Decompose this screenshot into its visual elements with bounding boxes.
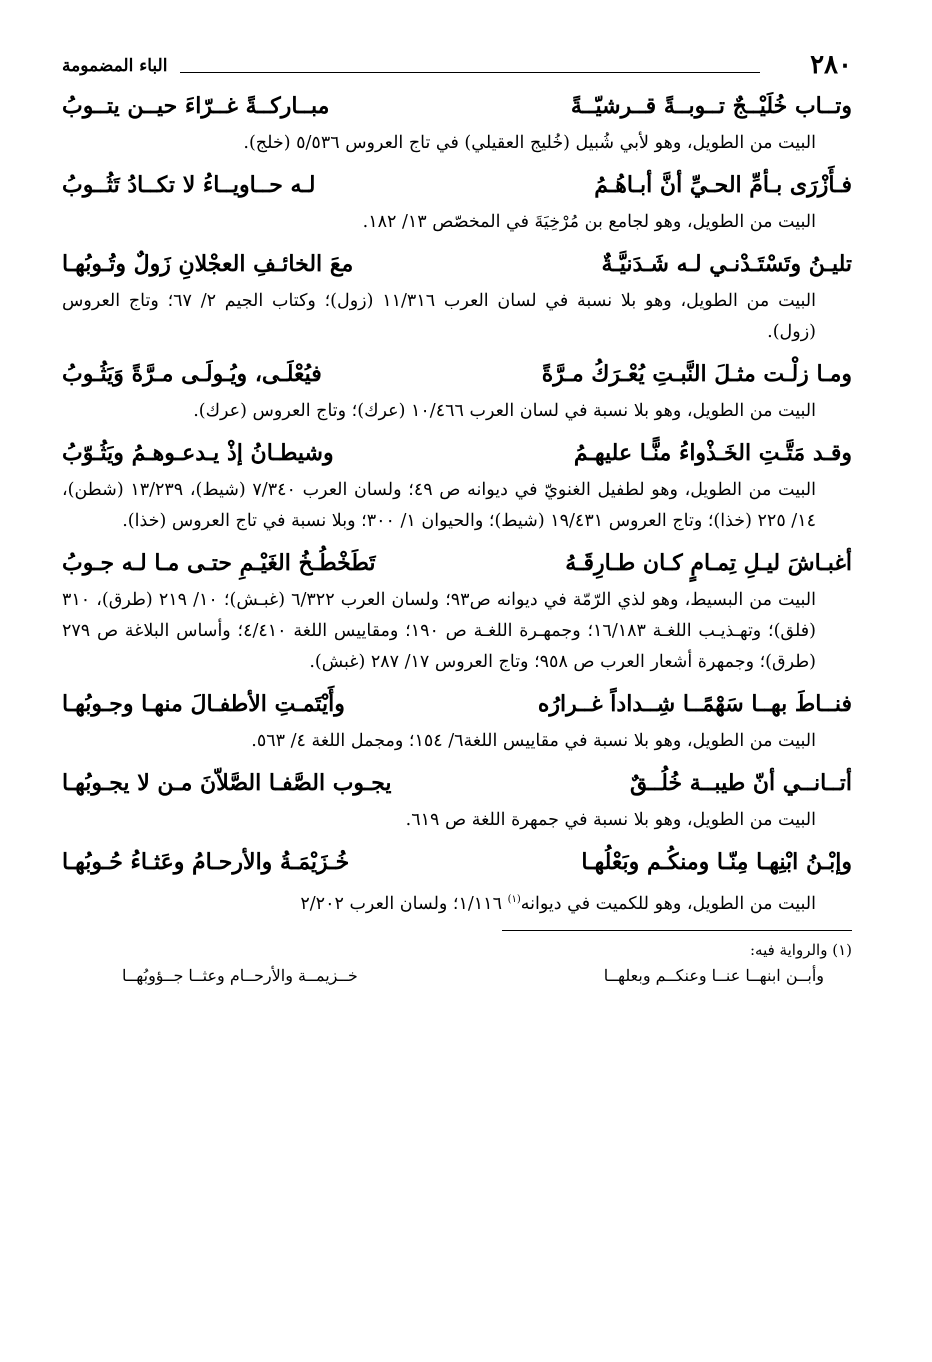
verse-line <box>62 541 852 583</box>
verse-line <box>62 840 852 882</box>
commentary <box>62 884 852 920</box>
footnote-reference[interactable]: (١) <box>507 894 521 905</box>
verse-line <box>62 242 852 284</box>
entry <box>62 242 852 348</box>
verse-first-hemistich: ومـا زلْـت مثـلَ النَّبـتِ يُعْـرَكُ مـرَّةً <box>541 361 852 387</box>
entry <box>62 761 852 836</box>
verse-first-hemistich: أغبـاشَ ليـلِ تِمـامٍ كـان طـارِقَـهُ <box>565 550 852 576</box>
verse-second-hemistich: معَ الخائـفِ العجْلانِ زَولٌ وتُـوبُهـا <box>62 251 354 277</box>
commentary: البيت من الطويل، وهو لطفيل الغنويّ في ديوانه ص ٤٩؛ ولسان العرب ٧/٣٤٠ (شيط)، ١٣/٢٣٩ (شطن)، ١٤/ ٢٢٥ (خذا)؛ وتاج العروس ١٩/٤٣١ (شيط)؛ والحيوان ١/ ٣٠٠؛ وبلا نسبة في تاج العروس (خذا). <box>62 480 816 531</box>
verse-first-hemistich: فنــاطَ بهــا سَهْمًــا شِــداداً غــرارُه <box>537 691 852 717</box>
verse-line <box>62 84 852 126</box>
entry <box>62 431 852 537</box>
page <box>62 40 852 989</box>
verse-second-hemistich: يجـوب الصَّفـا الصَّلاّنَ مـن لا يجـوبُهـا <box>62 770 392 796</box>
chapter-title: الباء المضمومة <box>62 56 168 76</box>
verse-second-hemistich: تَطَخْطُـخُ الغَيْـمِ حتـى مـا لـه جـوبُ <box>62 550 376 576</box>
page-header <box>62 40 852 84</box>
commentary: البيت من الطويل، وهو بلا نسبة في لسان العرب ١٠/٤٦٦ (عرك)؛ وتاج العروس (عرك). <box>193 401 816 421</box>
entry <box>62 163 852 238</box>
verse-second-hemistich: وشيطـانُ إذْ يـدعـوهـمُ ويَثُـوّبُ <box>62 440 334 466</box>
footnote-rule <box>502 930 852 931</box>
footnote-label: (١) والرواية فيه: <box>750 940 852 959</box>
verse-second-hemistich: لـه حــاويــاءُ لا تكــادُ تَثُــوبُ <box>62 172 316 198</box>
verse-first-hemistich: أتــانــي أنّ طيبــة خُلُــقٌ <box>629 770 852 796</box>
verse-first-hemistich: وقـد مَتَّـتِ الخَـذْواءُ منًّـا عليهـمُ <box>573 440 852 466</box>
commentary-text: البيت من الطويل، وهو للكميت في ديوانه <box>520 893 816 914</box>
commentary: البيت من الطويل، وهو بلا نسبة في مقاييس اللغة٦/ ١٥٤؛ ومجمل اللغة ٤/ ٥٦٣. <box>251 731 816 751</box>
entry <box>62 352 852 427</box>
verse-second-hemistich: وأَيْتَمـتِ الأطفـالَ منهـا وجـوبُهـا <box>62 691 345 717</box>
verse-line <box>62 761 852 803</box>
verse-line <box>62 352 852 394</box>
verse-first-hemistich: وإبْـنُ ابْنِهـا مِنّـا ومنكُـم وبَعْلُهـا <box>581 849 852 875</box>
commentary: البيت من الطويل، وهو لجامع بن مُرْخِيَةَ في المخصّص ١٣/ ١٨٢. <box>362 212 816 232</box>
commentary: البيت من الطويل، وهو بلا نسبة في لسان العرب ١١/٣١٦ (زول)؛ وكتاب الجيم ٢/ ٦٧؛ وتاج العروس (زول). <box>62 291 817 342</box>
verse-line <box>62 431 852 473</box>
header-rule <box>180 72 760 73</box>
footnote-first-hemistich: وأبــن ابنهــا عنــا وعنكــم وبعلهــا <box>603 965 824 985</box>
entry <box>62 541 852 678</box>
verse-second-hemistich: خُـزَيْمَـةُ والأرحـامُ وعَثـاءُ حُـوبُهـا <box>62 849 350 875</box>
verse-first-hemistich: تليـنُ وتَسْتَـدْنـي لـه شَـدَنيَّـةٌ <box>601 251 852 277</box>
footnote-second-hemistich: خــزيمــة والأرحــام وعثــا جــؤوبُهــا <box>122 965 358 985</box>
verse-first-hemistich: وتــاب خُلَيْــجٌ تــوبــةً قــرشيّــةً <box>570 93 852 119</box>
commentary-text: ١/١١٦؛ ولسان العرب ٢/٢٠٢ <box>300 893 508 914</box>
commentary: البيت من الطويل، وهو بلا نسبة في جمهرة اللغة ص ٦١٩. <box>405 810 816 830</box>
entry <box>62 84 852 159</box>
verse-second-hemistich: فيُعْلَـى، ويُـولَـى مـرَّةً وَيَثُـوبُ <box>62 361 322 387</box>
page-number: ٢٨٠ <box>810 50 852 80</box>
footnote-verse <box>62 963 852 989</box>
verse-line <box>62 163 852 205</box>
commentary: البيت من البسيط، وهو لذي الرّمّة في ديوانه ص٩٣؛ ولسان العرب ٦/٣٢٢ (غبـش)؛ ١٠/ ٢١٩ (طرق)، ٣١٠ (فلق)؛ وتهـذيـب اللغـة ١٦/١٨٣؛ وجمهـرة اللغـة ص ١٩٠؛ ومقاييس اللغة ٤/٤١٠؛ وأساس البلاغة ص ٢٧٩ (طرق)؛ وجمهرة أشعار العرب ص ٩٥٨؛ وتاج العروس ١٧/ ٢٨٧ (غبش). <box>62 590 816 672</box>
verse-second-hemistich: مبــاركــةً غــرّاءَ حيــن يتــوبُ <box>62 93 330 119</box>
entry <box>62 840 852 920</box>
footnote <box>62 937 852 989</box>
entry <box>62 682 852 757</box>
commentary: البيت من الطويل، وهو لأبي شُبيل (خُليج العقيلي) في تاج العروس ٥/٥٣٦ (خلج). <box>243 133 816 153</box>
verse-first-hemistich: فـأَزْرَى بـأمِّ الحـيِّ أنَّ أبـاهُـمُ <box>594 172 852 198</box>
verse-line <box>62 682 852 724</box>
